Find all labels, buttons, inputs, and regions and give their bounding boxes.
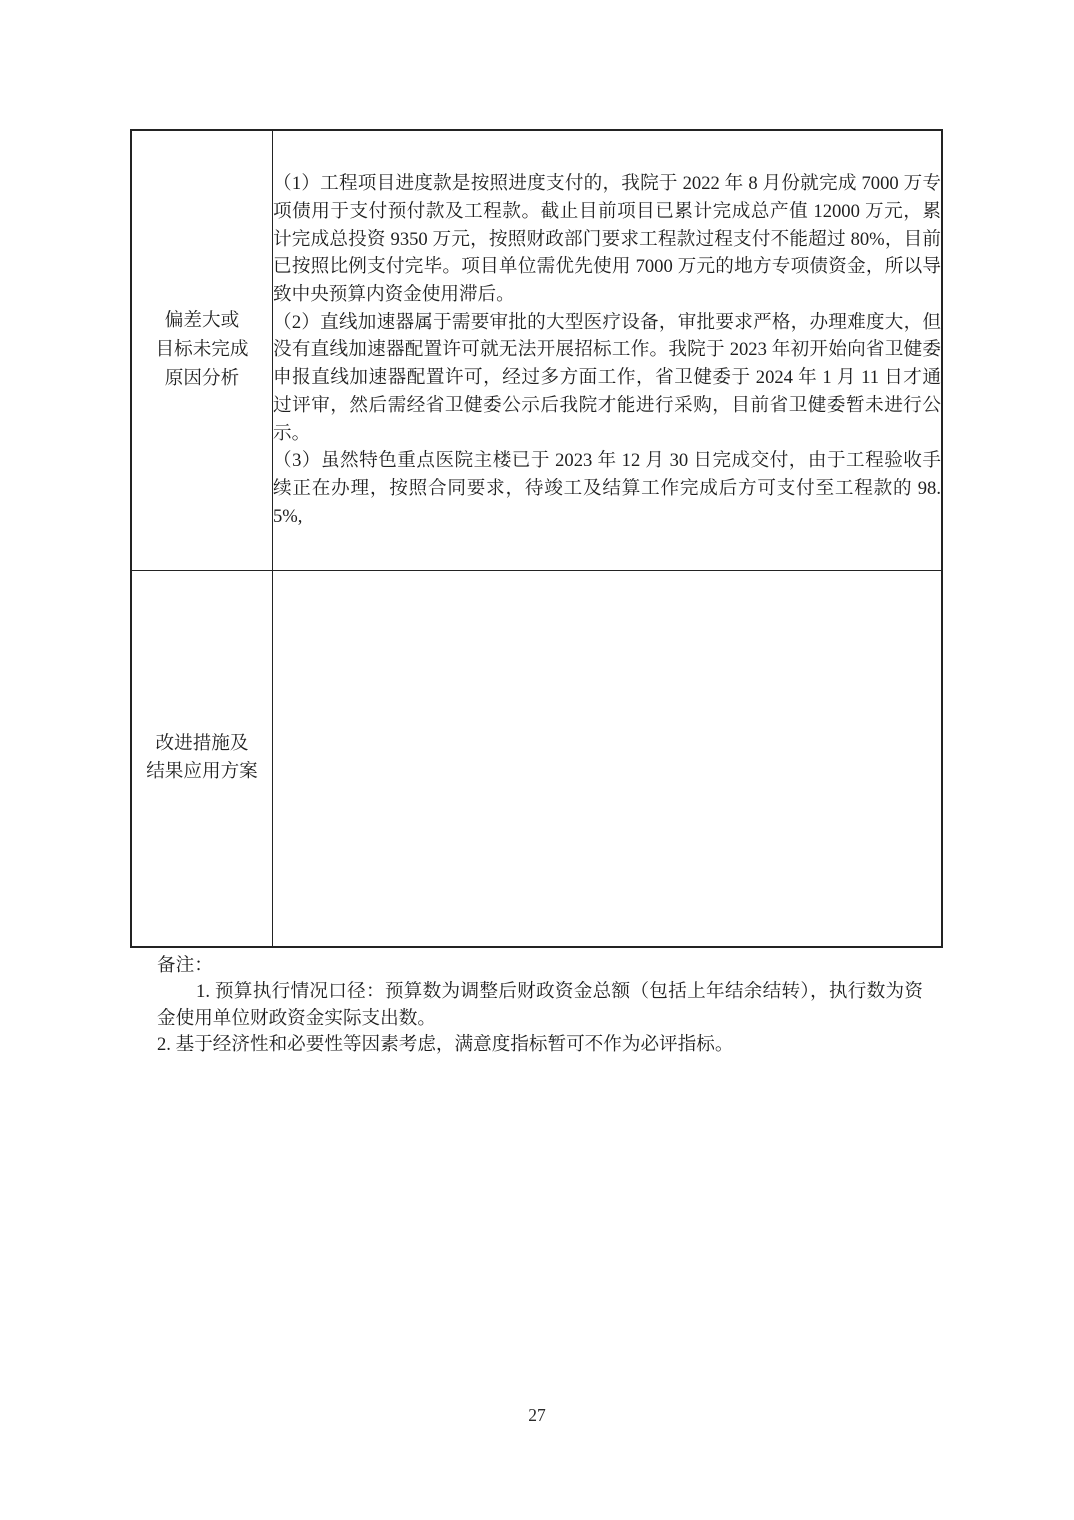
page-number: 27 — [528, 1405, 546, 1425]
row-label-deviation-analysis: 偏差大或 目标未完成 原因分析 — [131, 130, 273, 570]
row-label-improvement-measures: 改进措施及 结果应用方案 — [131, 570, 273, 947]
table-row-deviation-analysis — [131, 130, 942, 570]
note-item-2: 2. 基于经济性和必要性等因素考虑，满意度指标暂可不作为必评指标。 — [157, 1034, 734, 1056]
notes-heading: 备注： — [157, 955, 213, 976]
notes-section — [157, 953, 923, 1059]
improvement-measures-content — [273, 570, 943, 947]
performance-evaluation-table — [130, 129, 943, 948]
table-row-improvement-measures — [131, 570, 942, 947]
deviation-analysis-content: （1）工程项目进度款是按照进度支付的，我院于 2022 年 8 月份就完成 7000 万专项债用于支付预付款及工程款。截止目前项目已累计完成总产值 12000 万元，累计完成总投资 9350 万元，按照财政部门要求工程款过程支付不能超过 80%，目前已按照比例支付完毕。项目单位需优先使用 7000 万元的地方专项债资金，所以导致中央预算内资金使用滞后。 （2）直线加速器属于需要审批的大型医疗设备，审批要求严格，办理难度大，但没有直线加速器配置许可就无法开展招标工作。我院于 2023 年初开始向省卫健委申报直线加速器配置许可，经过多方面工作，省卫健委于 2024 年 1 月 11 日才通过评审，然后需经省卫健委公示后我院才能进行采购，目前省卫健委暂未进行公示。 （3）虽然特色重点医院主楼已于 2023 年 12 月 30 日完成交付，由于工程验收手续正在办理，按照合同要求，待竣工及结算工作完成后方可支付至工程款的 98. 5%, — [273, 130, 943, 570]
note-item-1: 1. 预算执行情况口径：预算数为调整后财政资金总额（包括上年结余结转），执行数为资金使用单位财政资金实际支出数。 — [157, 981, 923, 1029]
